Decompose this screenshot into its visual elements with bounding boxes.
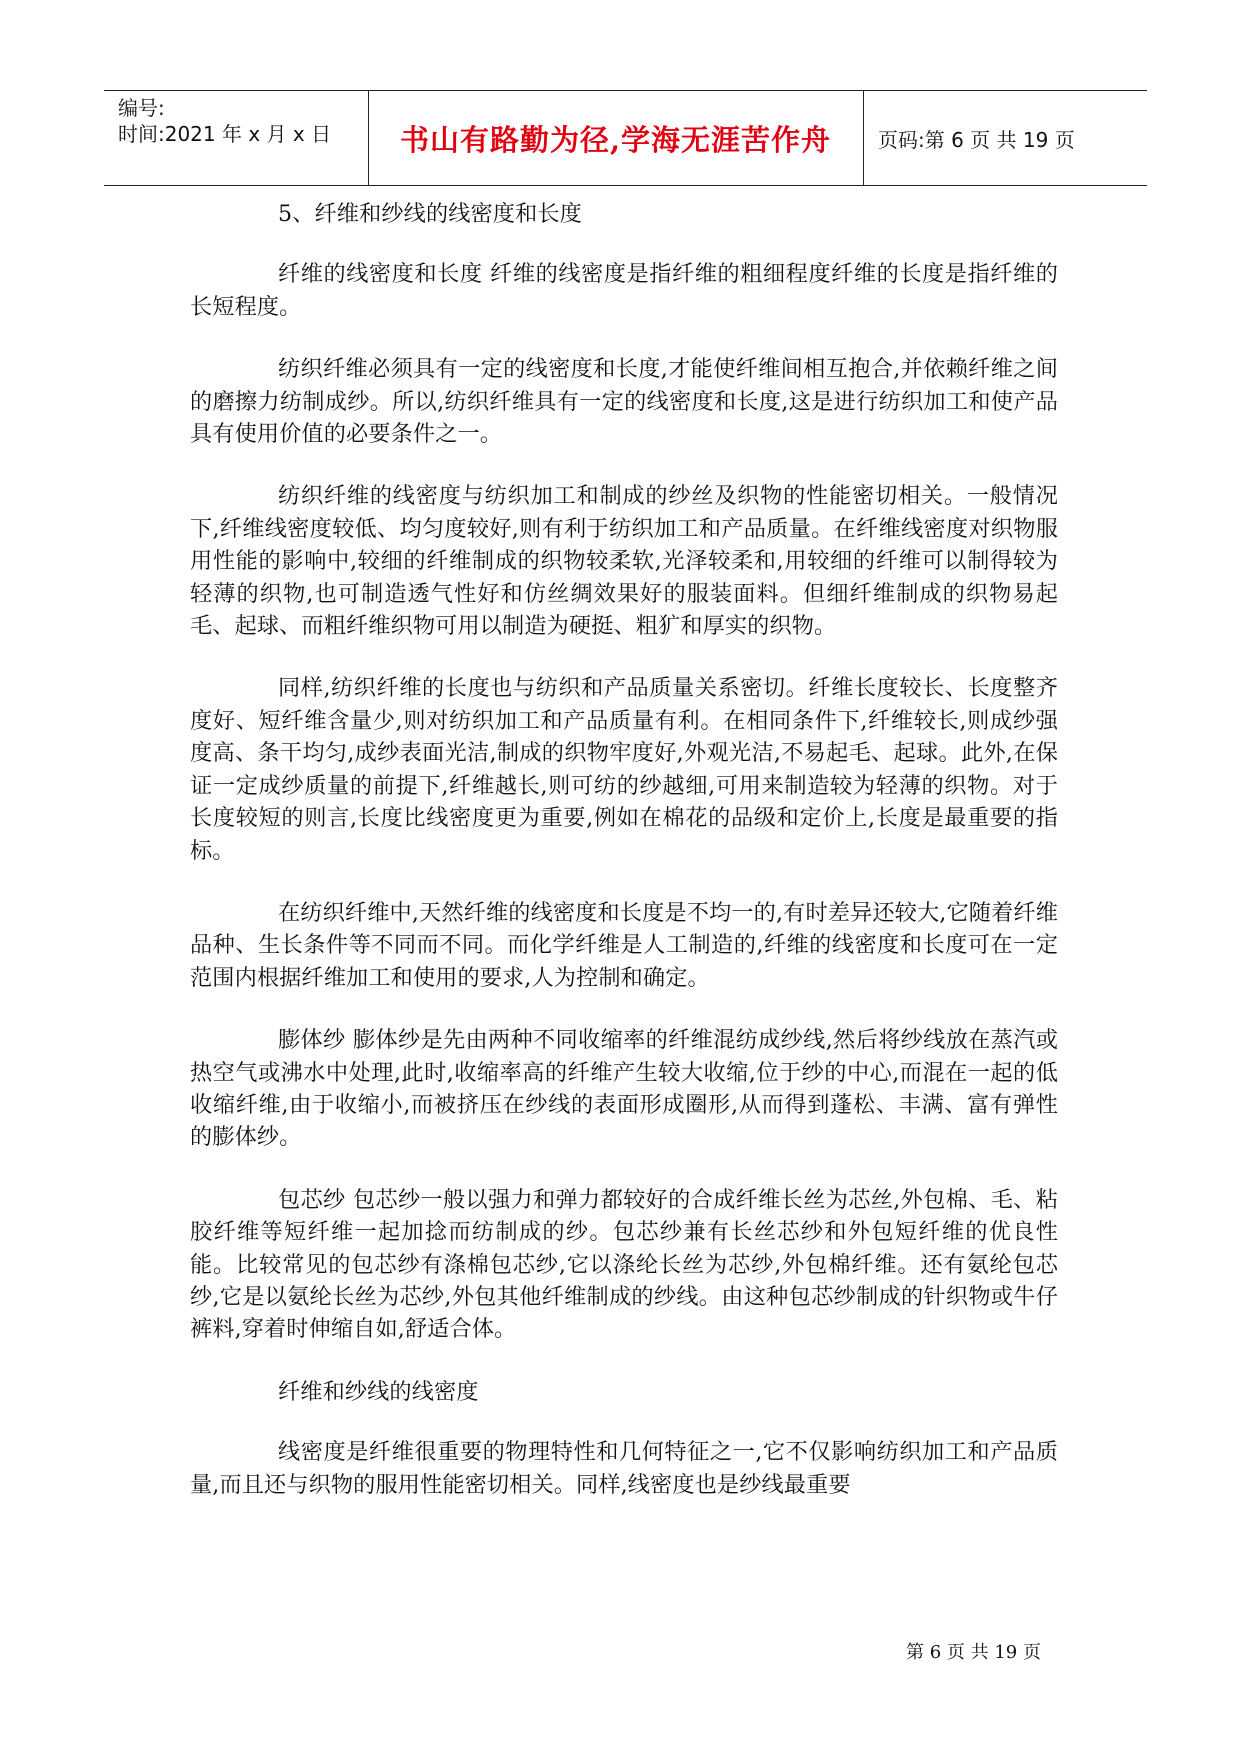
- section-heading: 5、纤维和纱线的线密度和长度: [278, 201, 582, 227]
- paragraph: 膨体纱 膨体纱是先由两种不同收缩率的纤维混纺成纱线,然后将纱线放在蒸汽或热空气或沸水中处理,此时,收缩率高的纤维产生较大收缩,位于纱的中心,而混在一起的低收缩纤维,由于收缩小,而被挤压在纱线的表面形成圈形,从而得到蓬松、丰满、富有弹性的膨体纱。: [190, 1027, 1058, 1151]
- paragraph: 纤维的线密度和长度 纤维的线密度是指纤维的粗细程度纤维的长度是指纤维的长短程度。: [190, 261, 1058, 320]
- page-footer: 第 6 页 共 19 页: [906, 1642, 1041, 1663]
- header-motto-cell: [368, 91, 864, 185]
- header-page-cell: [864, 91, 1147, 185]
- subsection-heading: 纤维和纱线的线密度: [278, 1378, 479, 1405]
- header-page-info: 页码:第 6 页 共 19 页: [878, 127, 1075, 152]
- paragraph: 线密度是纤维很重要的物理特性和几何特征之一,它不仅影响纺织加工和产品质量,而且还与织物的服用性能密切相关。同样,线密度也是纱线最重要: [190, 1439, 1058, 1498]
- document-number-label: 编号:: [118, 96, 165, 120]
- header-table: [104, 90, 1147, 186]
- document-time-label: 时间:2021 年 x 月 x 日: [118, 122, 332, 146]
- document-body: [190, 198, 1058, 1531]
- paragraph: 同样,纺织纤维的长度也与纺织和产品质量关系密切。纤维长度较长、长度整齐度好、短纤维含量少,则对纺织加工和产品质量有利。在相同条件下,纤维较长,则成纱强度高、条干均匀,成纱表面光洁,制成的织物牢度好,外观光洁,不易起毛、起球。此外,在保证一定成纱质量的前提下,纤维越长,则可纺的纱越细,可用来制造较为轻薄的织物。对于长度较短的则言,长度比线密度更为重要,例如在棉花的品级和定价上,长度是最重要的指标。: [190, 675, 1058, 864]
- paragraph: 纺织纤维的线密度与纺织加工和制成的纱丝及织物的性能密切相关。一般情况下,纤维线密度较低、均匀度较好,则有利于纺织加工和产品质量。在纤维线密度对织物服用性能的影响中,较细的纤维制成的织物较柔软,光泽较柔和,用较细的纤维可以制得较为轻薄的织物,也可制造透气性好和仿丝绸效果好的服装面料。但细纤维制成的织物易起毛、起球、而粗纤维织物可用以制造为硬挺、粗犷和厚实的织物。: [190, 483, 1058, 640]
- paragraph: 包芯纱 包芯纱一般以强力和弹力都较好的合成纤维长丝为芯丝,外包棉、毛、粘胶纤维等短纤维一起加捻而纺制成的纱。包芯纱兼有长丝芯纱和外包短纤维的优良性能。比较常见的包芯纱有涤棉包芯纱,它以涤纶长丝为芯纱,外包棉纤维。还有氨纶包芯纱,它是以氨纶长丝为芯纱,外包其他纤维制成的纱线。由这种包芯纱制成的针织物或牛仔裤料,穿着时伸缩自如,舒适合体。: [190, 1186, 1058, 1343]
- paragraph: 在纺织纤维中,天然纤维的线密度和长度是不均一的,有时差异还较大,它随着纤维品种、生长条件等不同而不同。而化学纤维是人工制造的,纤维的线密度和长度可在一定范围内根据纤维加工和使用的要求,人为控制和确定。: [190, 899, 1058, 991]
- header-motto: 书山有路勤为径,学海无涯苦作舟: [399, 122, 832, 157]
- paragraph: 纺织纤维必须具有一定的线密度和长度,才能使纤维间相互抱合,并依赖纤维之间的磨擦力纺制成纱。所以,纺织纤维具有一定的线密度和长度,这是进行纺织加工和使产品具有使用价值的必要条件之一。: [190, 356, 1058, 448]
- header-meta-cell: [104, 91, 369, 185]
